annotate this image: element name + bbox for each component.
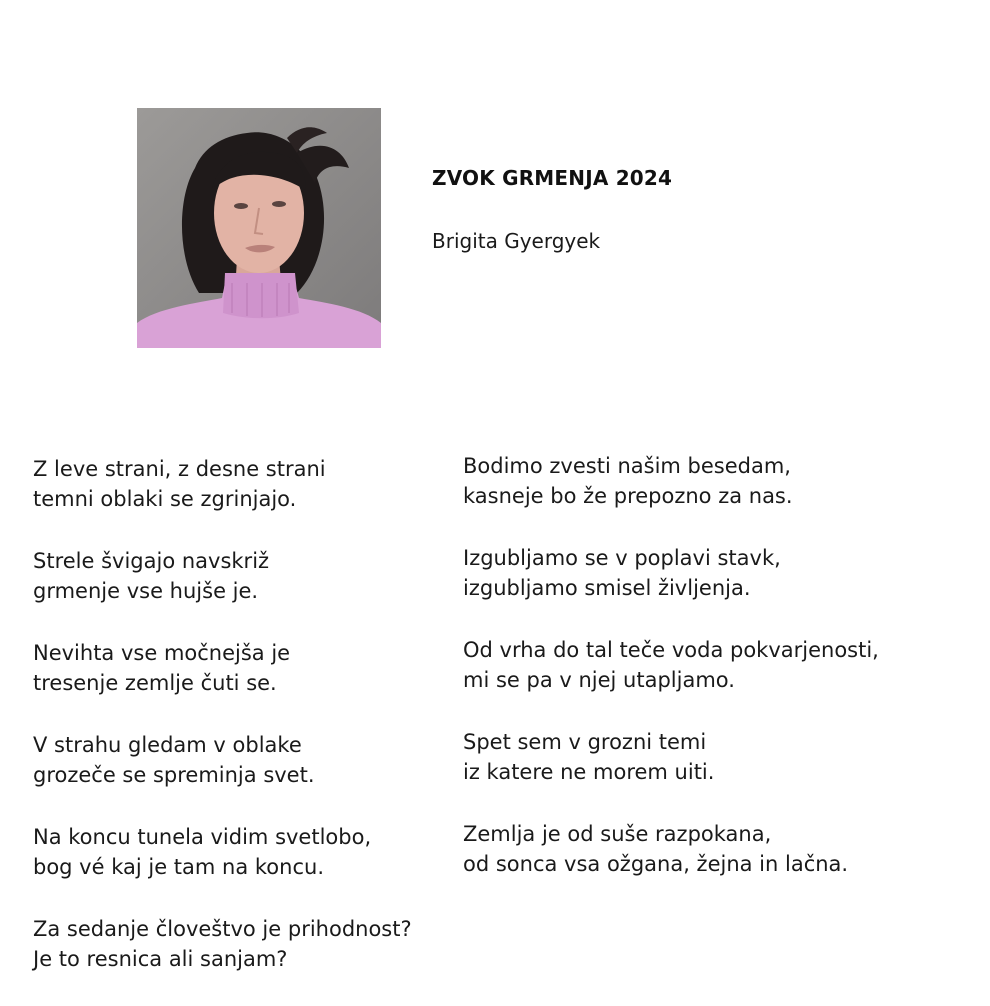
stanza — [463, 819, 879, 879]
poem-line: mi se pa v njej utapljamo. — [463, 668, 735, 692]
poem-column-right — [463, 451, 879, 911]
stanza — [33, 822, 412, 882]
stanza — [463, 543, 879, 603]
poem-line: temni oblaki se zgrinjajo. — [33, 487, 297, 511]
stanza — [33, 638, 412, 698]
stanza — [463, 451, 879, 511]
poem-line: izgubljamo smisel življenja. — [463, 576, 751, 600]
poem-line: Nevihta vse močnejša je — [33, 641, 291, 665]
poem-line: Je to resnica ali sanjam? — [33, 947, 288, 971]
poem-line: Od vrha do tal teče voda pokvarjenosti, — [463, 638, 879, 662]
poem-line: Strele švigajo navskriž — [33, 549, 270, 573]
poem-column-left — [33, 454, 412, 1006]
poem-title: ZVOK GRMENJA 2024 — [432, 166, 673, 190]
poem-line: Za sedanje človeštvo je prihodnost? — [33, 917, 412, 941]
author-portrait-photo — [137, 108, 381, 348]
poem-line: Na koncu tunela vidim svetlobo, — [33, 825, 372, 849]
stanza — [33, 454, 412, 514]
poem-line: Zemlja je od suše razpokana, — [463, 822, 772, 846]
poem-line: Izgubljamo se v poplavi stavk, — [463, 546, 781, 570]
poem-line: Spet sem v grozni temi — [463, 730, 707, 754]
stanza — [33, 546, 412, 606]
poem-line: grozeče se spreminja svet. — [33, 763, 315, 787]
poem-line: grmenje vse hujše je. — [33, 579, 259, 603]
poem-line: iz katere ne morem uiti. — [463, 760, 715, 784]
poem-line: kasneje bo že prepozno za nas. — [463, 484, 793, 508]
poem-line: Z leve strani, z desne strani — [33, 457, 326, 481]
stanza — [463, 635, 879, 695]
poem-line: tresenje zemlje čuti se. — [33, 671, 277, 695]
poem-line: Bodimo zvesti našim besedam, — [463, 454, 791, 478]
stanza — [33, 730, 412, 790]
poem-line: od sonca vsa ožgana, žejna in lačna. — [463, 852, 849, 876]
poem-line: bog vé kaj je tam na koncu. — [33, 855, 324, 879]
stanza — [33, 914, 412, 974]
poem-author: Brigita Gyergyek — [432, 229, 601, 253]
poem-line: V strahu gledam v oblake — [33, 733, 302, 757]
stanza — [463, 727, 879, 787]
